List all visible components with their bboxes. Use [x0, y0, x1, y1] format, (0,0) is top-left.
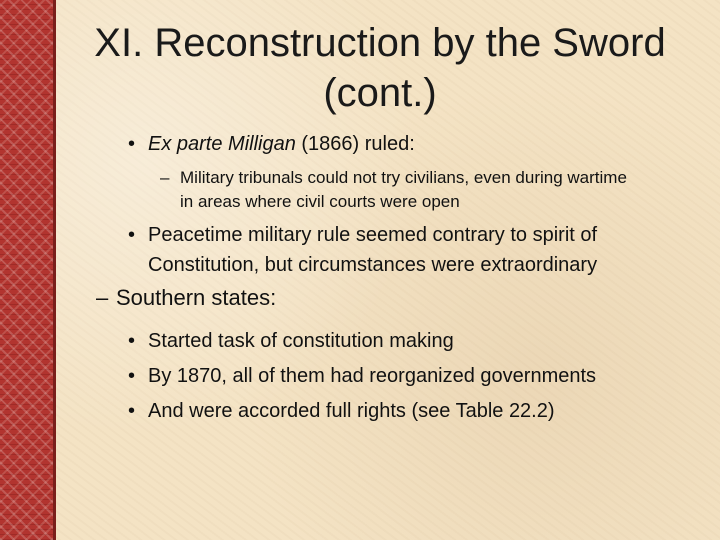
peacetime-line-2: Constitution, but circumstances were extraordinary [148, 254, 598, 276]
bullet-peacetime-military-rule [128, 220, 597, 280]
southern-states-list [128, 324, 596, 429]
slide-title-line-2: (cont.) [323, 71, 437, 115]
peacetime-line-1: Peacetime military rule seemed contrary to spirit of [148, 224, 598, 246]
list-item [128, 394, 596, 429]
sub-item-line-2: in areas where civil courts were open [180, 192, 460, 211]
list-item [128, 324, 596, 359]
sidebar-edge [53, 0, 56, 540]
southern-heading-text: Southern states: [116, 285, 277, 310]
decorative-sidebar [0, 0, 53, 540]
list-item [128, 359, 596, 394]
case-ruling: (1866) ruled: [295, 133, 415, 155]
bullet-marker: • [128, 365, 136, 387]
bullet-ex-parte-milligan [128, 133, 415, 156]
bullet-marker: • [128, 400, 136, 422]
sub-item-line-1: Military tribunals could not try civilians, even during wartime [180, 168, 627, 187]
dash-marker: – [96, 285, 109, 310]
bullet-marker: • [128, 330, 136, 352]
slide-title-line-1: XI. Reconstruction by the Sword [94, 21, 666, 65]
list-item-text: By 1870, all of them had reorganized governments [148, 365, 597, 387]
slide-title [70, 18, 690, 118]
bullet-marker: • [128, 133, 136, 155]
sub-item-military-tribunals [160, 166, 627, 214]
southern-states-heading [96, 285, 276, 311]
list-item-text: Started task of constitution making [148, 330, 454, 352]
bullet-marker: • [128, 224, 136, 246]
dash-marker: – [160, 168, 170, 187]
case-name: Ex parte Milligan [148, 133, 296, 155]
list-item-text: And were accorded full rights (see Table 22.2) [148, 400, 555, 422]
